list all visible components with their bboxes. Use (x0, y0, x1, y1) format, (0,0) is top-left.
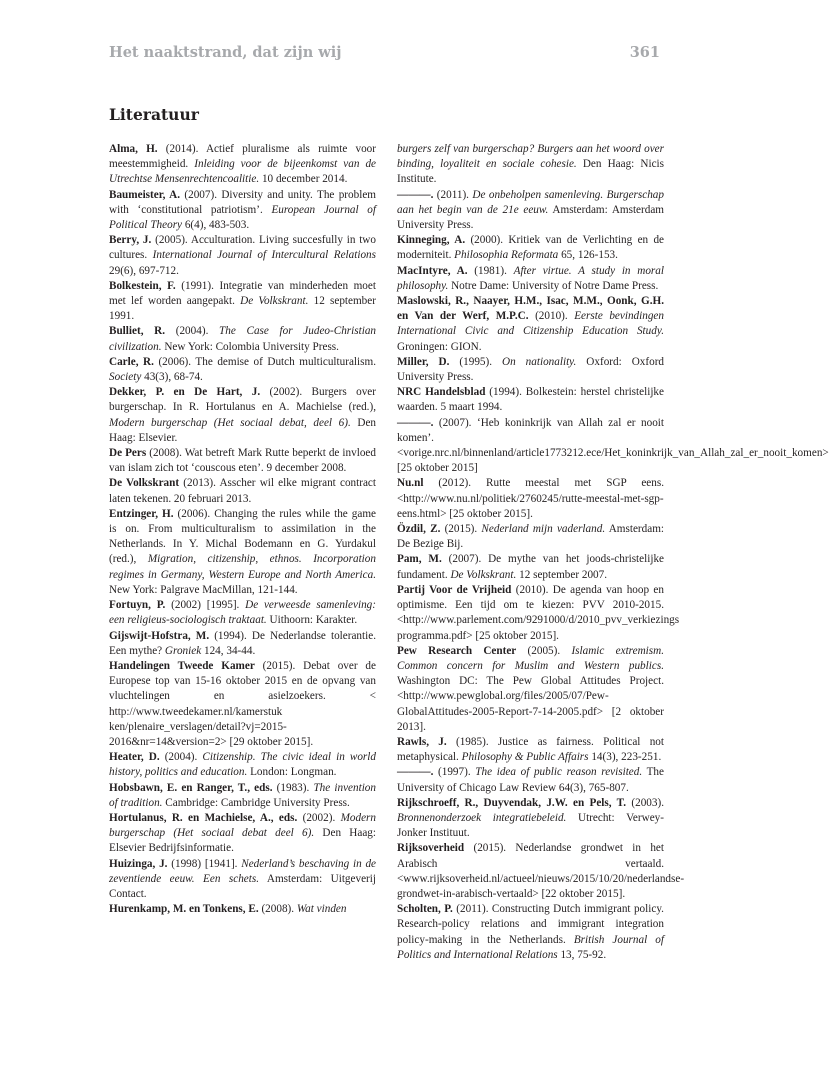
reference-text: (2015). (440, 523, 482, 536)
reference-title: European Journal of Political Theory (109, 203, 376, 232)
reference-title: Modern burgerschap (Het sociaal debat, deel 6). (109, 416, 351, 429)
reference-author: Kinneging, A. (397, 234, 466, 247)
reference-text: (1997). (433, 766, 476, 779)
reference-text: (1985). Justice as fairness. Political not metaphysical. (397, 735, 664, 764)
reference-text: Amsterdam: De Bezige Bij. (397, 523, 665, 551)
reference-title: De Volkskrant. (450, 568, 517, 581)
reference-text: 65, 126-153. (558, 249, 618, 262)
reference-author: Pew Research Center (397, 644, 517, 657)
reference-text: Utrecht: Verwey-Jonker Instituut. (397, 811, 664, 840)
reference-entry (109, 902, 376, 917)
reference-entry (109, 279, 376, 325)
reference-text: New York: Palgrave MacMillan, 121-144. (109, 583, 298, 596)
reference-entry (109, 750, 376, 780)
reference-author: De Volkskrant (109, 477, 180, 490)
reference-continuation (397, 142, 664, 188)
reference-text: Den Haag: Elsevier. (109, 416, 377, 444)
reference-author: Hortulanus, R. en Machielse, A., eds. (109, 811, 298, 824)
reference-author: Alma, H. (109, 143, 158, 155)
reference-text: 43(3), 68-74. (141, 371, 203, 384)
reference-author: Rijksoverheid (397, 842, 465, 855)
reference-title: The invention of tradition. (109, 781, 376, 809)
reference-title: On nationality. (502, 355, 577, 368)
reference-entry (109, 142, 376, 188)
reference-text: (2005). (516, 644, 572, 657)
reference-text: 6(4), 483-503. (182, 219, 250, 232)
reference-title: Islamic extremism. Common concern for Muslim and Western publics. (397, 644, 665, 672)
reference-text: (2005). Acculturation. Living succesfully in two cultures. (109, 234, 376, 262)
reference-text: (2007). Diversity and unity. The problem with ‘constitutional patriotism’. (109, 188, 376, 216)
reference-author: Fortuyn, P. (109, 599, 166, 612)
reference-entry (397, 233, 664, 263)
reference-entry (397, 385, 664, 415)
reference-text: 29(6), 697-712. (109, 264, 179, 277)
reference-text: (2008). Wat betreft Mark Rutte beperkt de invloed van islam zich tot ‘couscous eten’. 9 december 2008. (109, 447, 376, 475)
reference-entry (397, 644, 664, 735)
reference-text: Groningen: GION. (397, 340, 482, 353)
reference-text: (2003). (626, 796, 665, 809)
reference-entry (109, 385, 376, 446)
reference-title: The Case for Judeo-Christian civilization. (109, 325, 377, 353)
reference-title: Philosophy & Public Affairs (461, 751, 589, 764)
reference-title: After virtue. A study in moral philosophy. (397, 264, 664, 292)
reference-author: NRC Handelsblad (397, 386, 486, 399)
reference-text: Amsterdam: Uitgeverij Contact. (109, 872, 376, 900)
reference-text: (2002). (297, 811, 341, 824)
reference-author: Baumeister, A. (109, 188, 181, 201)
reference-text: (1983). (272, 781, 314, 794)
reference-title: De onbeholpen samenleving. Burgerschap aan het begin van de 21e eeuw. (397, 188, 664, 216)
reference-title: Wat vinden (296, 903, 347, 916)
reference-title: Groniek (164, 644, 202, 657)
reference-title: Philosophia Reformata (454, 249, 559, 262)
reference-text: (2015). Nederlandse grondwet in het Arabisch vertaald. <www.rijksoverheid.nl/actueel/nieuws/2015/10/20/nederlandse-grondwet-in-arabisch-vertaald> [22 oktober 2015]. (397, 842, 685, 900)
reference-author: ———. (397, 416, 434, 429)
reference-text: (1981). (467, 264, 514, 277)
reference-author: De Pers (109, 447, 147, 460)
reference-entry (109, 355, 376, 385)
reference-entry (109, 233, 376, 279)
reference-text: Notre Dame: University of Notre Dame Press. (448, 279, 659, 292)
page-number: 361 (629, 44, 660, 61)
reference-entry (397, 416, 829, 477)
reference-author: Pam, M. (397, 553, 442, 566)
reference-author: Özdil, Z. (397, 523, 441, 536)
reference-text: 14(3), 223-251. (588, 751, 662, 764)
reference-entry (397, 765, 664, 795)
reference-text: 13, 75-92. (557, 948, 607, 961)
reference-entry (109, 811, 376, 857)
running-title: Het naaktstrand, dat zijn wij (109, 44, 342, 61)
reference-author: Berry, J. (109, 234, 152, 247)
reference-entry (397, 902, 664, 963)
reference-entry (397, 355, 664, 385)
reference-author: Handelingen Tweede Kamer (109, 659, 255, 672)
reference-text: (2013). Asscher wil elke migrant contract laten tekenen. 20 februari 2013. (109, 477, 376, 505)
reference-entry (397, 796, 664, 842)
reference-text: 124, 34-44. (201, 644, 256, 657)
reference-entry (397, 476, 664, 522)
reference-author: ———. (397, 766, 434, 779)
reference-text: Washington DC: The Pew Global Attitudes Project. <http://www.pewglobal.org/files/2005/07/Pew-GlobalAttitudes-2005-Report-7-14-2005.pdf> [2 oktober 2013]. (397, 675, 664, 733)
reference-author: Scholten, P. (397, 903, 453, 916)
reference-entry (397, 522, 664, 552)
reference-text: (2004). (165, 325, 220, 338)
reference-text: Amsterdam: Amsterdam University Press. (397, 203, 665, 232)
reference-entry (109, 507, 376, 598)
reference-entry (397, 264, 664, 294)
reference-entry (397, 583, 680, 644)
reference-title: Nederland’s beschaving in de zeventiende eeuw. Een schets. (109, 857, 377, 885)
reference-author: ———. (397, 188, 434, 201)
reference-title: Migration, citizenship, ethnos. Incorporation regimes in Germany, Western Europe and North America. (109, 553, 376, 581)
running-head (109, 44, 660, 61)
reference-entry (397, 735, 664, 765)
reference-text: (2006). The demise of Dutch multiculturalism. (153, 355, 376, 368)
reference-text: (2012). Rutte meestal met SGP eens. <http://www.nu.nl/politiek/2760245/rutte-meestal-met-sgp-eens.html> [25 oktober 2015]. (397, 477, 664, 520)
reference-text: New York: Colombia University Press. (161, 340, 339, 353)
reference-text: (2011). (433, 188, 473, 201)
reference-text: London: Longman. (247, 766, 337, 779)
reference-text: 12 september 2007. (516, 568, 608, 581)
left-column (109, 142, 376, 1042)
reference-author: Rijkschroeff, R., Duyvendak, J.W. en Pels, T. (397, 796, 627, 809)
reference-text: Den Haag: Nicis Institute. (397, 158, 664, 186)
reference-text: (1994). De Nederlandse tolerantie. Een mythe? (109, 629, 376, 657)
reference-title: Eerste bevindingen International Civic and Citizenship Education Study. (397, 310, 664, 338)
reference-text: 12 september 1991. (109, 295, 376, 323)
reference-entry (109, 598, 376, 628)
reference-columns (109, 142, 829, 1042)
reference-text: (1998) [1941]. (167, 857, 242, 870)
reference-author: Heater, D. (109, 751, 160, 764)
reference-text: (2000). Kritiek van de Verlichting en de moderniteit. (397, 234, 665, 262)
reference-text: (2007). De mythe van het joods-christelijke fundament. (397, 553, 665, 581)
section-title: Literatuur (109, 105, 199, 124)
reference-title: Citizenship. The civic ideal in world history, politics and education. (109, 751, 376, 779)
reference-entry (109, 324, 376, 354)
reference-text: The University of Chicago Law Review 64(3), 765-807. (397, 766, 664, 794)
reference-text: (2006). Changing the rules while the game is on. From multiculturalism to assimilation in the Netherlands. In Y. Michal Bodemann en G. Yurdakul (red.), (109, 507, 377, 566)
reference-entry (109, 857, 376, 903)
reference-text: Cambridge: Cambridge University Press. (162, 796, 350, 809)
reference-title: British Journal of Politics and International Relations (397, 933, 664, 961)
reference-author: Huizinga, J. (109, 857, 168, 870)
reference-author: Rawls, J. (397, 735, 447, 748)
reference-text: 10 december 2014. (259, 173, 348, 186)
reference-text: (2014). Actief pluralisme als ruimte voor meestemmigheid. (109, 143, 376, 171)
reference-title: The idea of public reason revisited. (475, 766, 643, 779)
reference-title: De Volkskrant. (240, 295, 309, 308)
reference-author: Hurenkamp, M. en Tonkens, E. (109, 903, 259, 916)
reference-title: De verweesde samenleving: een religieus-sociologisch traktaat. (109, 599, 376, 627)
reference-entry (109, 476, 376, 506)
reference-author: Miller, D. (397, 355, 450, 368)
reference-author: Carle, R. (109, 355, 154, 368)
reference-text: (1995). (449, 355, 503, 368)
reference-text: Oxford: Oxford University Press. (397, 355, 665, 384)
reference-text: (2011). Constructing Dutch immigrant policy. Research-policy relations and immigrant integration policy-making in the Netherlands. (397, 903, 664, 946)
reference-author: MacIntyre, A. (397, 264, 468, 277)
reference-entry (109, 781, 376, 811)
reference-author: Nu.nl (397, 477, 424, 490)
reference-text: Uithoorn: Karakter. (266, 614, 358, 627)
reference-author: Bulliet, R. (109, 325, 166, 338)
reference-entry (397, 188, 664, 234)
reference-title: Bronnenonderzoek integratiebeleid. (397, 811, 567, 824)
reference-author: Dekker, P. en De Hart, J. (109, 386, 261, 399)
reference-author: Gijswijt-Hofstra, M. (109, 629, 210, 642)
reference-text: (2010). (528, 310, 575, 323)
reference-title: International Journal of Intercultural Relations (152, 249, 376, 262)
reference-text: (1991). Integratie van minderheden moet met lef worden aangepakt. (109, 279, 376, 308)
reference-text: (2007). ‘Heb koninkrijk van Allah zal er nooit komen’. <vorige.nrc.nl/binnenland/article1773212.ece/Het_koninkrijk_van_Allah_zal_er_nooit_komen> [25 oktober 2015] (397, 416, 829, 475)
reference-entry (397, 552, 664, 582)
reference-author: Hobsbawn, E. en Ranger, T., eds. (109, 781, 273, 794)
reference-author: Maslowski, R., Naayer, H.M., Isac, M.M., Oonk, G.H. en Van der Werf, M.P.C. (397, 295, 664, 323)
reference-title: Inleiding voor de bijeenkomst van de Utrechtse Mensenrechtencoalitie. (109, 158, 377, 186)
reference-entry (397, 841, 685, 902)
right-column (397, 142, 829, 1042)
reference-text: (2008). (258, 903, 297, 916)
reference-text: (2004). (159, 751, 203, 764)
reference-text: (2015). Debat over de Europese top van 15-16 oktober 2015 en de opvang van vluchtelingen en asielzoekers. < http://www.tweedekamer.nl/kamerstuk ken/plenaire_verslagen/detail?vj=2015-2016&nr=14&version=2> [29 oktober 2015]. (109, 659, 376, 748)
reference-text: (2002) [1995]. (165, 599, 246, 612)
reference-author: Partij Voor de Vrijheid (397, 583, 512, 596)
reference-text: (2010). De agenda van hoop en optimisme. Een tijd om te kiezen: PVV 2010-2015. <http://www.parlement.com/9291000/d/2010_pvv_verkiezings programma.pdf> [25 oktober 2015]. (397, 583, 680, 642)
reference-author: Bolkestein, F. (109, 279, 176, 292)
reference-text: (1994). Bolkestein: herstel christelijke waarden. 5 maart 1994. (397, 386, 664, 414)
reference-title: Modern burgerschap (Het sociaal debat deel 6). (109, 811, 376, 840)
reference-entry (109, 659, 376, 750)
reference-author: Entzinger, H. (109, 507, 174, 520)
reference-title: burgers zelf van burgerschap? Burgers aan het woord over binding, loyaliteit en sociale cohesie. (397, 143, 664, 171)
reference-entry (397, 294, 664, 355)
reference-entry (109, 446, 376, 476)
reference-text: (2002). Burgers over burgerschap. In R. Hortulanus en A. Machielse (red.), (109, 386, 376, 414)
reference-text: Den Haag: Elsevier Bedrijfsinformatie. (109, 827, 376, 855)
reference-title: Society (109, 371, 142, 384)
reference-entry (109, 629, 376, 659)
reference-title: Nederland mijn vaderland. (481, 523, 606, 536)
reference-entry (109, 188, 376, 234)
